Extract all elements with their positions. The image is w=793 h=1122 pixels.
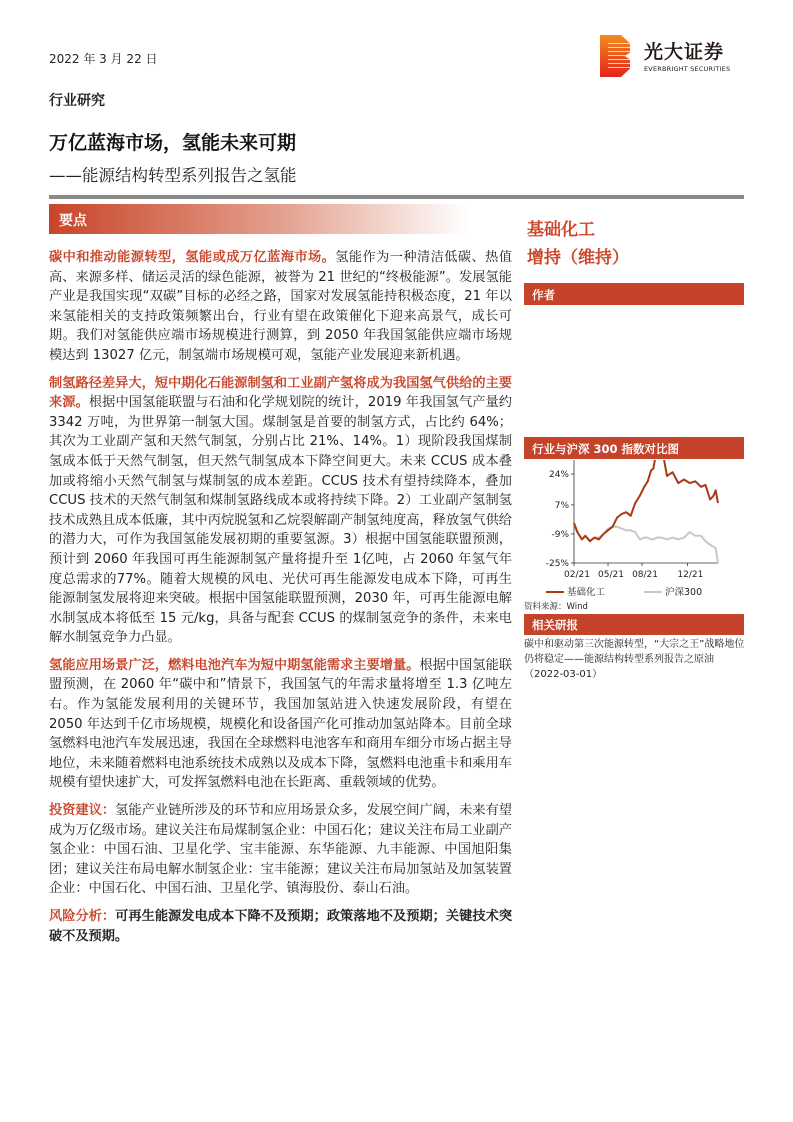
summary-body xyxy=(49,248,512,954)
paragraph-text: 根据中国氢能联盟预测，在 2060 年“碳中和”情景下，我国氢气的年需求量将增至 1.3 亿吨左右。作为氢能发展利用的关键环节，我国加氢站进入快速发展阶段，有望在 2050 年达到千亿市场规模，规模化和设备国产化可推动加氢站降本。目前全球氢燃料电池汽车发展迅速，我国在全球燃料电池客车和商用车细分市场占据主导地位，未来随着燃料电池系统技术成熟以及成本下降，氢燃料电池重卡和乘用车规模有望快速扩大，可发挥氢燃料电池在长距离、重载领域的优势。 xyxy=(49,657,513,791)
page-subtitle: ——能源结构转型系列报告之氢能 xyxy=(49,166,297,185)
legend-label: 沪深300 xyxy=(665,587,703,598)
logo-en: EVERBRIGHT SECURITIES xyxy=(644,65,731,73)
page-title: 万亿蓝海市场，氢能未来可期 xyxy=(49,132,297,154)
paragraph xyxy=(49,656,512,793)
paragraph-lead: 碳中和推动能源转型，氢能或成万亿蓝海市场。 xyxy=(49,250,336,265)
series-line-basic-chemicals xyxy=(574,460,718,541)
paragraph-lead: 投资建议： xyxy=(49,803,116,819)
x-tick-label: 02/21 xyxy=(564,570,590,580)
header-divider xyxy=(49,195,744,199)
paragraph xyxy=(49,248,512,366)
y-tick-label: -9% xyxy=(551,529,569,540)
everbright-logo xyxy=(600,35,745,77)
logo-mark-icon xyxy=(600,35,630,77)
chart-header: 行业与沪深 300 指数对比图 xyxy=(524,437,744,459)
paragraph xyxy=(49,801,512,899)
sector-name: 基础化工 xyxy=(527,220,595,240)
paragraph-lead: 风险分析： xyxy=(49,909,116,924)
paragraph-text: 可再生能源发电成本下降不及预期；政策落地不及预期；关键技术突破不及预期。 xyxy=(49,909,513,944)
paragraph-text: 氢能产业链所涉及的环节和应用场景众多，发展空间广阔，未来有望成为万亿级市场。建议关注布局煤制氢企业：中国石化；建议关注布局工业副产氢企业：中国石油、卫星化学、宝丰能源、东华能源、九丰能源、中国旭阳集团；建议关注布局电解水制氢企业：宝丰能源；建议关注布局加氢站及加氢装置企业：中国石化、中国石油、卫星化学、镇海股份、泰山石油。 xyxy=(49,803,513,897)
x-tick-label: 08/21 xyxy=(632,570,659,580)
related-header: 相关研报 xyxy=(524,614,744,635)
related-report-link[interactable]: 碳中和驱动第三次能源转型，“大宗之王”战略地位仍将稳定——能源结构转型系列报告之原油（2022-03-01） xyxy=(524,639,745,680)
legend-label: 基础化工 xyxy=(567,587,606,598)
y-tick-label: 7% xyxy=(554,500,569,511)
x-tick-label: 05/21 xyxy=(598,570,624,580)
logo-cn: 光大证券 xyxy=(644,41,725,63)
paragraph-text: 根据中国氢能联盟与石油和化学规划院的统计，2019 年我国氢气产量约 3342 万吨，为世界第一制氢大国。煤制氢是首要的制氢方式，占比约 64%；其次为工业副产氢和天然气制氢，分别占比 21%、14%。1）现阶段我国煤制氢成本低于天然气制氢，但天然气制氢成本下降空间更大。未来 CCUS 成本叠加或将缩小天然气制氢与煤制氢的成本差距。CCUS 技术有望持续降本，叠加 CCUS 技术的天然气制氢和煤制氢路线成本或将持续下降。2）工业副产氢制氢技术成熟且成本低廉，其中丙烷脱氢和乙烷裂解副产制氢纯度高，释放氢气供给的潜力大，可作为我国氢能发展初期的重要氢源。3）根据中国氢能联盟预测，预计到 2060 年我国可再生能源制氢产量将提升至 1亿吨，占 2060 年氢气年度总需求的77%。随着大规模的风电、光伏可再生能源发电成本下降，可再生能源制氢发展将迎来突破。根据中国氢能联盟预测，2030 年，可再生能源电解水制氢成本将低至 15 元/kg，具备与配套 CCUS 的煤制氢竞争的条件，未来电解水制氢竞争力凸显。 xyxy=(49,395,512,646)
paragraph xyxy=(49,374,512,648)
y-tick-label: 24% xyxy=(548,470,569,481)
paragraph xyxy=(49,907,512,946)
x-tick-label: 12/21 xyxy=(677,570,704,580)
report-date: 2022 年 3 月 22 日 xyxy=(49,52,158,66)
index-comparison-chart xyxy=(524,460,744,610)
rating: 增持（维持） xyxy=(527,248,629,268)
paragraph-lead: 制氢路径差异大，短中期化石能源制氢和工业副产氢将成为我国氢气供给的主要来源。 xyxy=(49,375,512,411)
paragraph-text: 氢能作为一种清洁低碳、热值高、来源多样、储运灵活的绿色能源，被誉为 21 世纪的“终极能源”。发展氢能产业是我国实现“双碳”目标的必经之路，国家对发展氢能持积极态度，21 年以来氢能相关的支持政策频繁出台，行业有望在政策催化下迎来高景气，成长可期。我们对氢能供应端市场规模进行测算，到 2050 年我国氢能供应端市场规模达到 13027 亿元，制氢端市场规模可观，氢能产业发展迎来新机遇。 xyxy=(49,250,513,363)
paragraph-lead: 氢能应用场景广泛，燃料电池汽车为短中期氢能需求主要增量。 xyxy=(49,657,420,673)
series-line-hs300 xyxy=(574,523,718,563)
y-tick-label: -25% xyxy=(545,559,569,569)
keypoints-header xyxy=(49,204,469,234)
keypoints-label: 要点 xyxy=(59,213,87,229)
report-category: 行业研究 xyxy=(49,93,105,109)
author-header: 作者 xyxy=(524,283,744,305)
chart-source: 资料来源：Wind xyxy=(524,602,588,612)
